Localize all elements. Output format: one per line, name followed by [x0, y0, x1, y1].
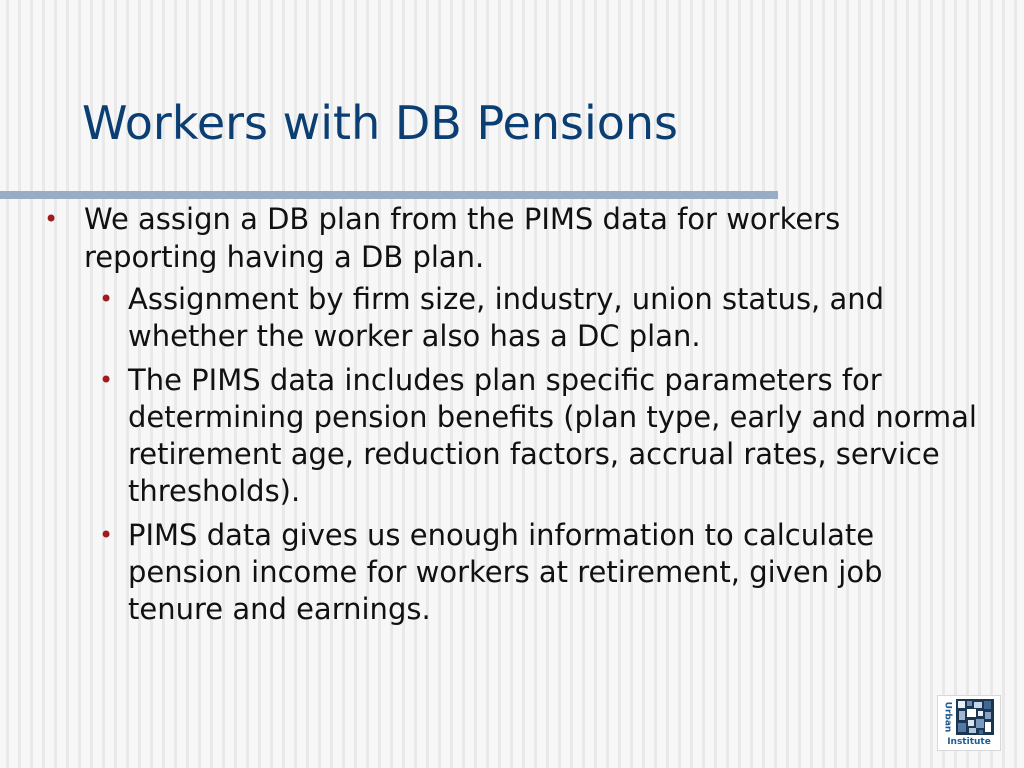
bullet-item: [42, 200, 982, 628]
sub-bullet-text: The PIMS data includes plan specific parameters for determining pension benefits (plan type, early and normal retirement age, reduction factors, accrual rates, service thresholds).: [128, 363, 977, 508]
bullet-text: We assign a DB plan from the PIMS data for workers reporting having a DB plan.: [84, 202, 841, 274]
sub-bullet-marker: •: [99, 366, 114, 394]
bullet-list: [42, 200, 982, 635]
sub-bullet-text: Assignment by firm size, industry, union status, and whether the worker also has a DC plan.: [128, 282, 885, 353]
bullet-marker: •: [44, 205, 59, 233]
logo-word-institute: Institute: [947, 737, 991, 747]
title-underline-rule: [0, 191, 778, 199]
sub-bullet-text: PIMS data gives us enough information to calculate pension income for workers at retirement, given job tenure and earnings.: [128, 518, 883, 626]
sub-bullet-list: [84, 281, 982, 628]
slide-title: Workers with DB Pensions: [82, 96, 679, 150]
urban-institute-mosaic-icon: [956, 699, 994, 735]
sub-bullet-item: [84, 281, 982, 355]
urban-institute-logo: [937, 695, 1001, 751]
sub-bullet-item: [84, 362, 982, 510]
sub-bullet-marker: •: [99, 285, 114, 313]
logo-word-urban: Urban: [942, 701, 953, 733]
sub-bullet-item: [84, 517, 982, 628]
sub-bullet-marker: •: [99, 521, 114, 549]
